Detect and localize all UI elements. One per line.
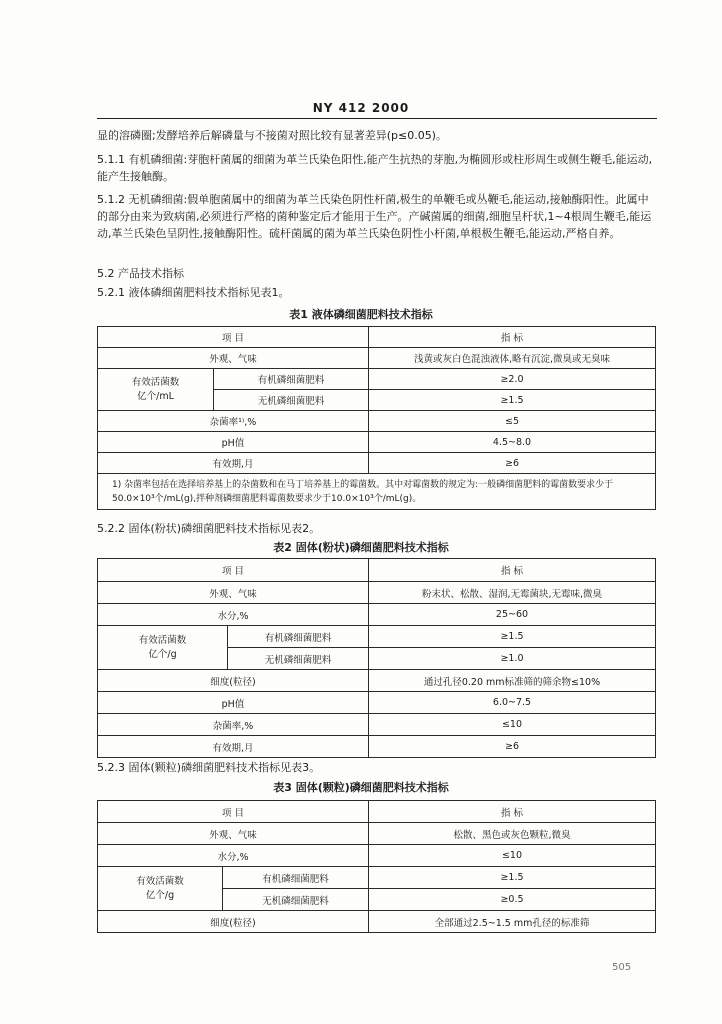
table1-caption: 表1 液体磷细菌肥料技术指标 [289,308,433,321]
paragraph-continuation: 显的溶磷圈;发酵培养后解磷量与不接菌对照比较有显著差异(p≤0.05)。 [97,129,447,142]
table3-head-value: 指 标 [369,801,656,823]
table2 [97,558,656,758]
table2-cell-item: 外观、气味 [98,582,369,604]
table2-cell-value: 粉末状、松散、湿润,无霉菌块,无霉味,微臭 [369,582,656,604]
table2-cell-item: 无机磷细菌肥料 [228,648,369,670]
table1-cell-value: ≥6 [369,453,656,474]
table2-group-cell [98,626,228,670]
table2-cell-item: 细度(粒径) [98,670,369,692]
table3-cell-item: 有机磷细菌肥料 [223,867,369,889]
table3-group-label: 有效活菌数 [136,875,184,887]
paragraph-5-2-2: 5.2.2 固体(粉状)磷细菌肥料技术指标见表2。 [97,522,321,535]
table2-cell-value: 通过孔径0.20 mm标准筛的筛余物≤10% [369,670,656,692]
table1 [97,326,656,510]
table3-cell-item: 无机磷细菌肥料 [223,889,369,911]
table2-cell-value: 6.0~7.5 [369,692,656,714]
table3-cell-value: ≥0.5 [369,889,656,911]
table1-head-item: 项 目 [98,327,369,348]
table3-caption: 表3 固体(颗粒)磷细菌肥料技术指标 [273,781,449,794]
table2-cell-item: 有机磷细菌肥料 [228,626,369,648]
table1-cell-value: ≥2.0 [369,369,656,390]
table1-footnote: 1) 杂菌率包括在选择培养基上的杂菌数和在马丁培养基上的霉菌数。其中对霉菌数的规定为:一般磷细菌肥料的霉菌数要求少于50.0×10³个/mL(g),拌种剂磷细菌肥料霉菌数要求少于10.0×10³个/mL(g)。 [98,474,656,510]
table1-cell-item: 有效期,月 [98,453,369,474]
table2-group-label: 有效活菌数 [138,634,187,646]
table1-group-label: 有效活菌数 [131,376,180,388]
page-number: 505 [612,962,632,973]
table3-cell-item: 外观、气味 [98,823,369,845]
table2-cell-value: ≥1.5 [369,626,656,648]
header-rule [97,118,657,119]
paragraph-5-1-2: 5.1.2 无机磷细菌:假单胞菌属中的细菌为革兰氏染色阴性杆菌,极生的单鞭毛或丛鞭毛,能运动,接触酶阳性。此属中的部分由来为致病菌,必须进行严格的菌种鉴定后才能用于生产。产碱菌属的细菌,细胞呈杆状,1~4根周生鞭毛,能运动,革兰氏染色呈阴性,接触酶阳性。硫杆菌属的菌为革兰氏染色阴性小杆菌,单根极生鞭毛,能运动,严格自养。 [97,193,652,240]
table1-cell-item: 有机磷细菌肥料 [214,369,369,390]
table3-group-cell [98,867,223,911]
table1-cell-value: ≤5 [369,411,656,432]
table2-cell-value: ≥6 [369,736,656,758]
table1-cell-item: 杂菌率¹⁾,% [98,411,369,432]
standard-header: NY 412 2000 [312,101,410,115]
table1-cell-item: 外观、气味 [98,348,369,369]
table3-cell-value: ≥1.5 [369,867,656,889]
table3-head-item: 项 目 [98,801,369,823]
table2-cell-item: 水分,% [98,604,369,626]
table1-cell-value: 浅黄或灰白色混浊液体,略有沉淀,微臭或无臭味 [369,348,656,369]
table1-group-cell [98,369,214,411]
table1-cell-value: ≥1.5 [369,390,656,411]
table3-cell-item: 水分,% [98,845,369,867]
table1-group-unit: 亿个/mL [137,390,174,402]
table2-caption: 表2 固体(粉状)磷细菌肥料技术指标 [273,541,449,554]
table3-cell-item: 细度(粒径) [98,911,369,933]
table2-cell-item: 有效期,月 [98,736,369,758]
table3-cell-value: 全部通过2.5~1.5 mm孔径的标准筛 [369,911,656,933]
table1-head-value: 指 标 [369,327,656,348]
table2-head-value: 指 标 [369,559,656,582]
section-heading-5-2: 5.2 产品技术指标 [97,267,184,280]
paragraph-5-2-1: 5.2.1 液体磷细菌肥料技术指标见表1。 [97,286,290,299]
table1-cell-value: 4.5~8.0 [369,432,656,453]
paragraph-5-1-1: 5.1.1 有机磷细菌:芽胞杆菌属的细菌为革兰氏染色阳性,能产生抗热的芽胞,为椭圆形或柱形周生或侧生鞭毛,能运动,能产生接触酶。 [97,153,653,183]
table1-cell-item: 无机磷细菌肥料 [214,390,369,411]
table3-cell-value: 松散、黑色或灰色颗粒,微臭 [369,823,656,845]
table3 [97,800,656,933]
table2-cell-item: pH值 [98,692,369,714]
table2-cell-value: 25~60 [369,604,656,626]
table2-cell-item: 杂菌率,% [98,714,369,736]
table2-cell-value: ≤10 [369,714,656,736]
table3-cell-value: ≤10 [369,845,656,867]
paragraph-5-2-3: 5.2.3 固体(颗粒)磷细菌肥料技术指标见表3。 [97,761,321,774]
table2-group-unit: 亿个/g [148,648,177,660]
table3-group-unit: 亿个/g [145,889,175,901]
table2-head-item: 项 目 [98,559,369,582]
table2-cell-value: ≥1.0 [369,648,656,670]
table1-cell-item: pH值 [98,432,369,453]
